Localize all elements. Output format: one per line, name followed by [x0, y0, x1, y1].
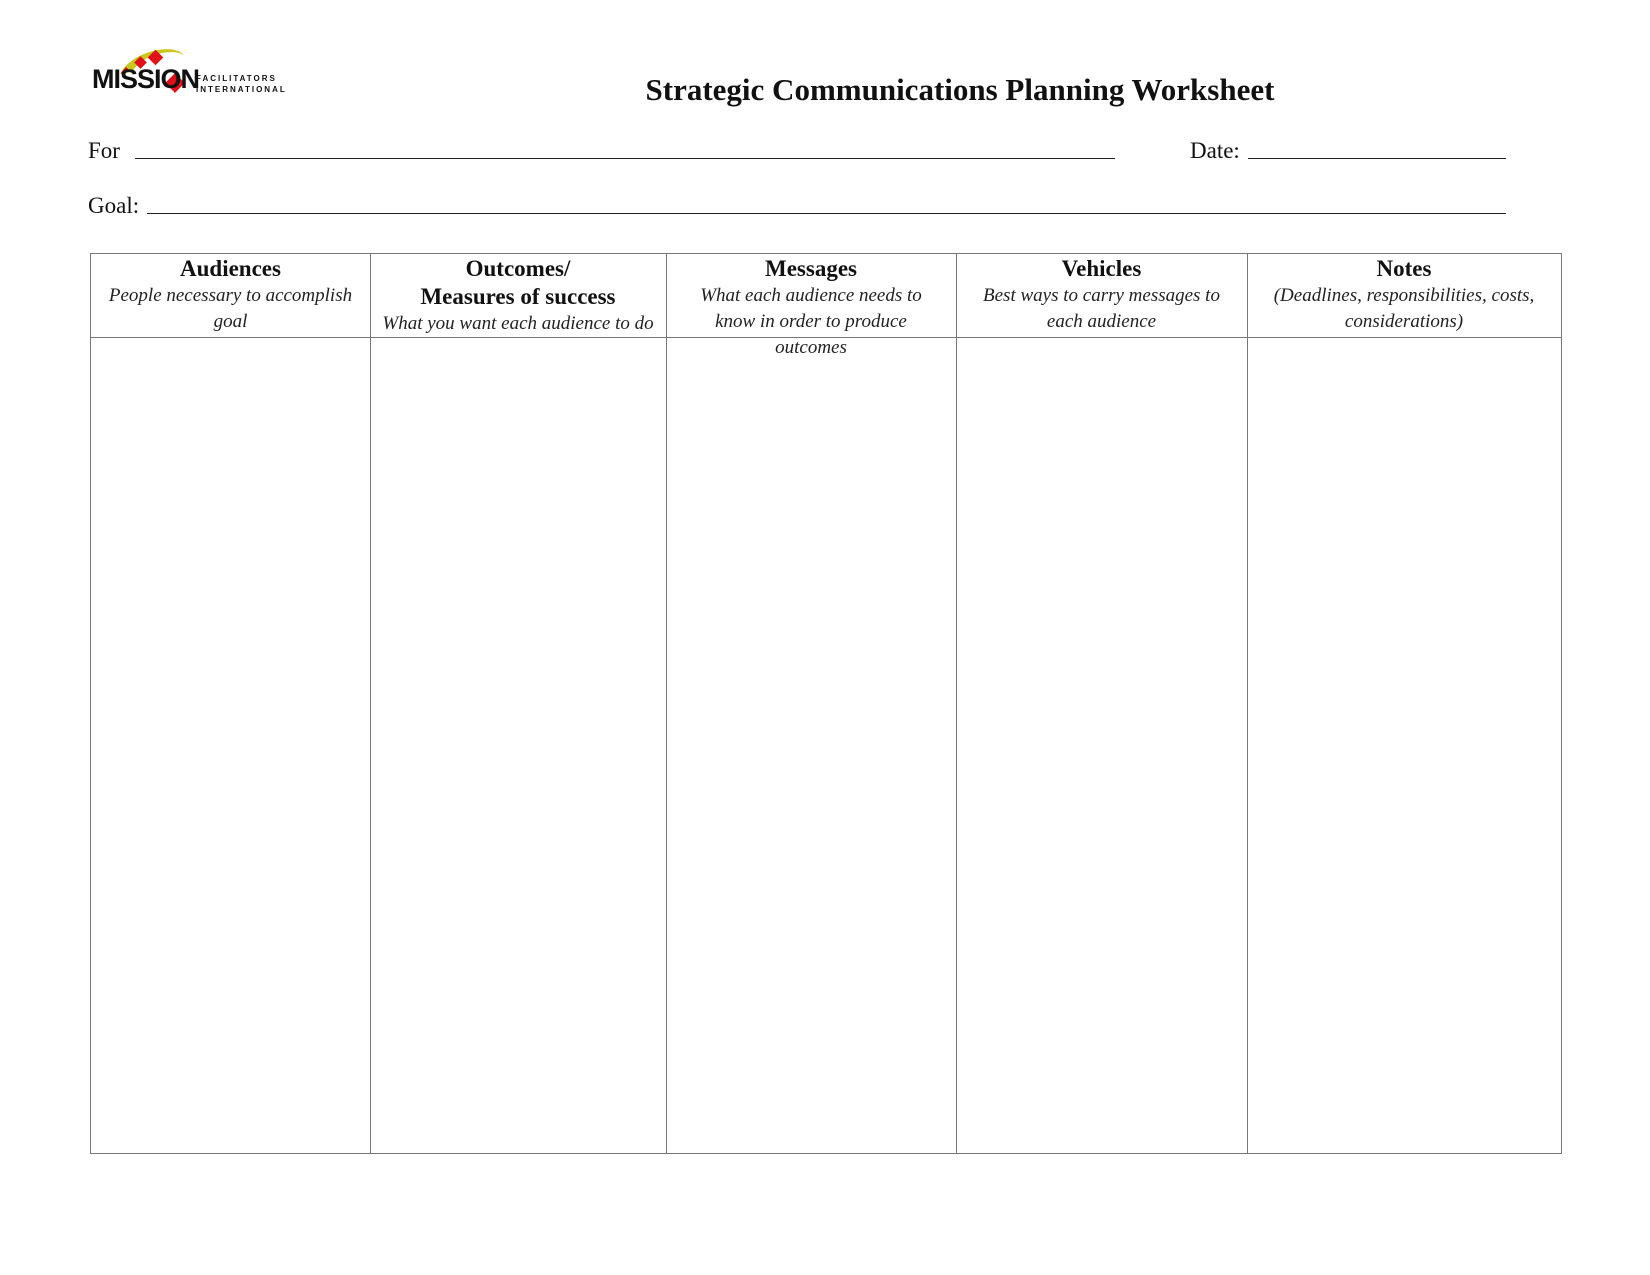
logo-line-2: INTERNATIONAL — [196, 85, 287, 94]
header-subtitle: What you want each audience to do — [382, 313, 654, 334]
header-outcomes — [370, 254, 666, 337]
date-label: Date: — [1190, 138, 1240, 163]
logo-line-1: FACILITATORS — [196, 74, 277, 83]
cell-notes[interactable] — [1247, 338, 1561, 1153]
for-field[interactable] — [135, 158, 1115, 159]
cell-audiences[interactable] — [91, 338, 370, 1153]
header-vehicles — [956, 254, 1247, 337]
header-audiences — [91, 254, 370, 337]
logo-wordmark: MISSION — [92, 64, 200, 94]
page-title: Strategic Communications Planning Worksheet — [645, 72, 1275, 107]
header-messages — [666, 254, 956, 358]
goal-label: Goal: — [88, 193, 140, 218]
header-subtitle: What each audience needs to know in order to produce outcomes — [700, 285, 922, 358]
header-title: Vehicles — [1061, 256, 1142, 281]
header-title: Messages — [765, 256, 857, 281]
company-logo — [92, 44, 302, 104]
header-title: Outcomes/ — [465, 256, 571, 281]
header-subtitle: Best ways to carry messages to each audience — [983, 285, 1220, 332]
header-notes — [1247, 254, 1561, 337]
header-subtitle: (Deadlines, responsibilities, costs, considerations) — [1273, 285, 1535, 332]
cell-outcomes[interactable] — [370, 338, 666, 1153]
cell-messages[interactable] — [666, 338, 956, 1153]
for-label: For — [88, 138, 120, 163]
header-subtitle: People necessary to accomplish goal — [108, 285, 353, 332]
header-title: Audiences — [180, 256, 281, 281]
header-title-line-2: Measures of success — [420, 284, 616, 309]
header-title: Notes — [1376, 256, 1432, 281]
date-field[interactable] — [1248, 158, 1506, 159]
worksheet-table — [90, 253, 1562, 1154]
cell-vehicles[interactable] — [956, 338, 1247, 1153]
goal-field[interactable] — [147, 213, 1506, 214]
